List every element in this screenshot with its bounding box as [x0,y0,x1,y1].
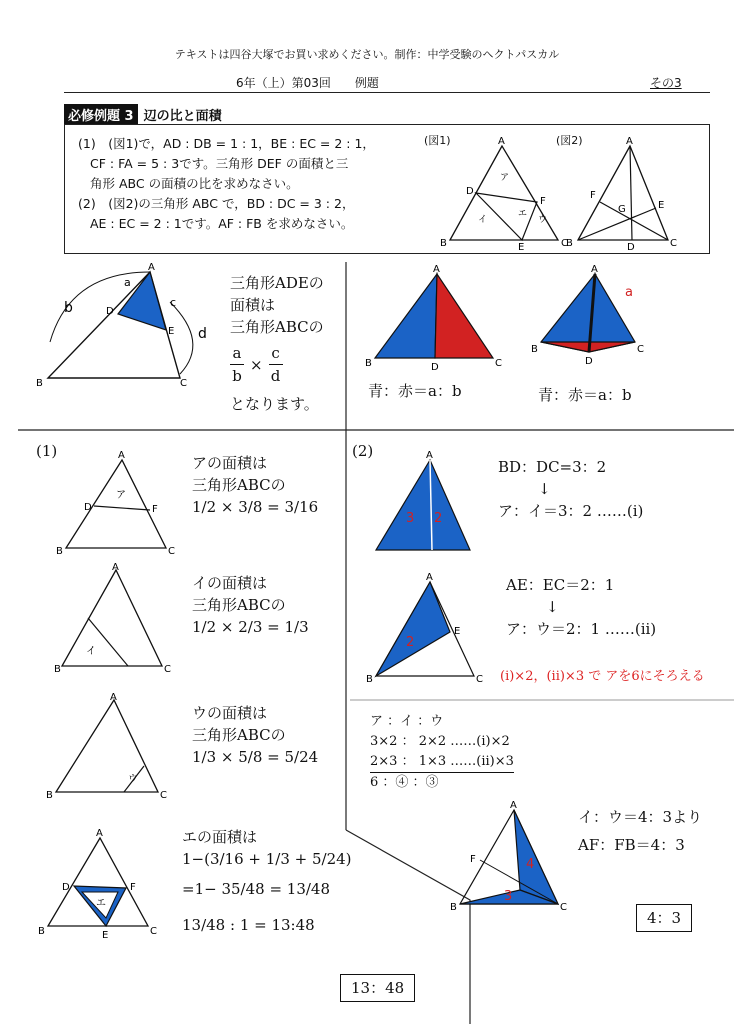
fig2-vertex-C: C [670,238,677,249]
title-text: 辺の比と面積 [143,109,222,124]
a-calc: 1/2 × 3/8 = 3/16 [192,498,319,516]
svg-text:B: B [38,926,45,937]
part2-label: (2) [352,442,374,460]
i-block [192,572,309,638]
svg-text:C: C [637,344,644,355]
svg-text:A: A [118,450,125,461]
svg-text:B: B [46,790,53,801]
explain-line: 面積は [230,296,276,314]
svg-text:A: A [96,828,103,839]
explain-text [230,272,324,415]
step1 [498,456,643,522]
e-title: エの面積は [182,828,258,846]
svg-text:C: C [160,790,167,801]
header-note: テキストは四谷大塚でお買い求めください。制作：中学受験のヘクトパスカル [174,48,560,61]
instruction: (i)×2，(ii)×3 で アを6にそろえる [500,669,705,684]
u-calc: 1/3 × 5/8 = 5/24 [192,748,319,766]
svg-text:B: B [531,344,538,355]
e-block [182,826,352,936]
part1-label: (1) [36,442,58,460]
fig1-vertex-B: B [440,238,447,249]
u-block [192,702,318,768]
svg-text:A: A [433,264,440,275]
svg-text:C: C [560,902,567,913]
fig2-vertex-B: B [566,238,573,249]
svg-text:F: F [152,504,158,515]
fig1-vertex-E: E [518,242,525,253]
explain-line: 三角形ADEの [230,274,324,292]
svg-text:A: A [426,450,433,461]
svg-text:C: C [476,674,483,685]
svg-text:D: D [431,362,439,372]
svg-text:B: B [54,664,61,675]
tbl-row2: 2×3 ： 1×3 ……(ii)×3 [370,752,514,773]
svg-text:D: D [106,306,114,317]
explain-tail: となります。 [230,395,319,413]
conc2: AF：FB＝4：3 [578,836,685,854]
bd-dc: BD：DC=3：2 [498,458,607,476]
problem-line: 角形 ABC の面積の比を求めなさい。 [90,176,299,191]
tbl-row1: 3×2 ： 2×2 ……(i)×2 [370,734,510,749]
step2 [506,574,656,640]
i-sub: 三角形ABCの [192,596,286,614]
svg-text:3: 3 [406,511,415,526]
fig-a [46,450,186,560]
arrow-2: ↓ [546,598,559,616]
fig2-label: (図2) [556,134,583,147]
a-sub: 三角形ABCの [192,476,286,494]
svg-text:B: B [365,358,372,369]
svg-text:a: a [625,285,633,300]
conclusion [578,806,702,856]
svg-text:A: A [591,264,598,275]
svg-text:b: b [64,300,73,316]
e-line2: =1− 35/48 = 13/48 [182,880,331,898]
svg-text:c: c [170,296,177,309]
svg-text:F: F [130,882,136,893]
e-line3: 13/48 : 1 = 13:48 [182,916,315,934]
problem-line: CF : FA = 5 : 3です。三角形 DEF の面積と三 [90,156,349,171]
header-page: その3 [650,76,682,90]
fig1-region-a: ア [500,173,510,183]
ratio-text-1: 青：赤＝a：b [368,382,462,400]
svg-text:4: 4 [526,857,535,872]
times-sign: × [250,355,263,374]
explain-formula [230,342,324,387]
fig2-step1 [366,450,486,570]
frac1-den: b [232,367,242,385]
header-lesson: 6年（上）第03回 例題 [236,76,379,90]
svg-text:C: C [180,378,187,389]
svg-text:B: B [36,378,43,389]
svg-text:B: B [450,902,457,913]
fig1-region-u: ウ [538,215,548,225]
svg-text:d: d [198,326,207,342]
fig1-label: (図1) [424,134,451,147]
fig2-step2 [366,572,496,688]
svg-text:2: 2 [406,635,415,650]
svg-text:a: a [124,276,131,289]
fig2-vertex-A: A [626,136,633,147]
fig1-region-e: エ [518,209,528,219]
svg-text:3: 3 [504,889,513,904]
eq1: ア：イ＝3：2 ……(i) [498,502,644,520]
a-block [192,452,318,518]
fig2-vertex-G: G [618,204,626,215]
fig-u [42,692,182,812]
ratio-figures [355,262,725,372]
fig2-vertex-F: F [590,190,596,201]
frac1-num: a [232,344,242,362]
conc1: イ：ウ＝4：3より [578,808,703,826]
tbl-head: ア ：イ ：ウ [370,714,444,729]
fig-e [36,828,166,938]
svg-text:E: E [102,930,109,938]
i-calc: 1/2 × 2/3 = 1/3 [192,618,309,636]
title-badge: 必修例題 3 [64,104,138,125]
tbl-result: 6 ：④ ：③ [370,775,439,790]
svg-text:2: 2 [434,511,443,526]
svg-text:D: D [84,502,92,513]
arrow-1: ↓ [538,480,551,498]
ratio-table [370,712,514,793]
svg-text:A: A [112,562,119,573]
problem-line: (1) (図1)で，AD : DB = 1 : 1，BE : EC = 2 : 1， [78,136,375,151]
svg-text:E: E [168,326,175,337]
u-title: ウの面積は [192,704,268,722]
svg-text:F: F [470,854,476,865]
fig1-vertex-A: A [498,136,505,147]
fig1-vertex-D: D [466,186,474,197]
fig1-region-i: イ [478,215,488,225]
svg-text:C: C [150,926,157,937]
ratio-text-2: 青：赤＝a：b [538,386,632,404]
svg-text:D: D [62,882,70,893]
fig1-vertex-F: F [540,196,546,207]
a-title: アの面積は [192,454,268,472]
svg-text:ウ: ウ [128,774,138,785]
svg-text:A: A [426,572,433,583]
u-sub: 三角形ABCの [192,726,286,744]
fig-i [46,562,186,692]
i-title: イの面積は [192,574,268,592]
answer-1: 13：48 [340,974,415,1002]
fig2-vertex-E: E [658,200,665,211]
explain-figure [20,262,220,392]
eq2: ア：ウ＝2：1 ……(ii) [506,620,657,638]
fig2-final [450,800,580,920]
fig2-vertex-D: D [627,242,635,253]
svg-text:C: C [168,546,175,557]
svg-text:B: B [56,546,63,557]
e-line1: 1−(3/16 + 1/3 + 5/24) [182,850,352,868]
svg-text:C: C [164,664,171,675]
problem-line: (2) (図2)の三角形 ABC で，BD : DC = 3 : 2， [78,196,355,211]
svg-text:E: E [454,626,461,637]
svg-text:C: C [495,358,502,369]
problem-line: AE : EC = 2 : 1です。AF : FB を求めなさい。 [90,216,354,231]
svg-text:B: B [366,674,373,685]
ae-ec: AE：EC＝2：1 [506,576,615,594]
svg-text:エ: エ [96,898,106,909]
answer-2: 4：3 [636,904,692,932]
svg-text:イ: イ [86,646,96,657]
fig1-vertex-C: C [561,238,568,249]
svg-text:A: A [510,800,517,811]
frac2-den: d [270,367,281,385]
svg-text:ア: ア [116,490,126,501]
svg-text:A: A [148,262,155,273]
explain-line: 三角形ABCの [230,318,324,336]
svg-text:A: A [110,692,117,703]
frac2-num: c [271,344,280,362]
svg-text:D: D [585,356,593,367]
